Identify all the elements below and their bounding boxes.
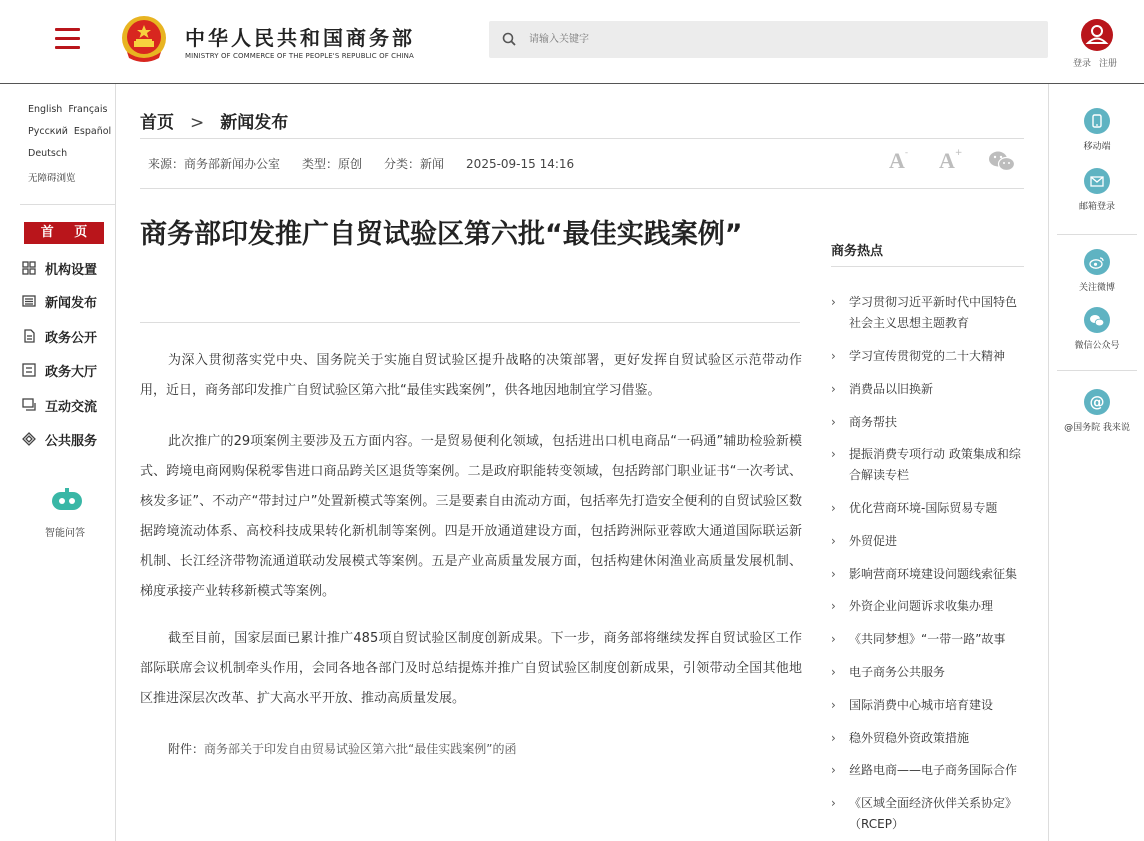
breadcrumb-home[interactable]: 首页 [140, 113, 174, 133]
chat-icon [22, 398, 36, 412]
hot-topic-item[interactable] [831, 596, 1024, 617]
newspaper-icon [22, 294, 36, 308]
divider [140, 138, 1024, 139]
document-icon [22, 329, 36, 343]
nav-item-public-service[interactable] [22, 429, 97, 449]
nav-item-interaction[interactable] [22, 395, 97, 415]
hot-topic-item[interactable] [831, 793, 1024, 835]
hot-topic-label: 《区域全面经济伙伴关系协定》（RCEP） [849, 796, 1018, 831]
chevron-right-icon: › [831, 501, 836, 515]
chevron-right-icon: › [831, 567, 836, 581]
article-paragraph: 为深入贯彻落实党中央、国务院关于实施自贸试验区提升战略的决策部署，更好发挥自贸试验区示范带动作用，近日，商务部印发推广自贸试验区第六批“最佳实践案例”，供各地因地制宜学习借鉴。 [140, 353, 802, 398]
meta-date: 2025-09-15 14:16 [466, 157, 575, 171]
chevron-right-icon: › [831, 698, 836, 712]
article-paragraph: 此次推广的29项案例主要涉及五方面内容。一是贸易便利化领域，包括进出口机电商品“一码通”辅助检验新模式、跨境电商网购保税零售进口商品跨关区退货等案例。二是政府职能转变领域，包括跨部门职业证书“一次考试、核发多证”、不动产“带封过户”处置新模式等案例。三是要素自由流动方面，包括率先打造安全便利的自贸试验区数据跨境流动体系、高校科技成果转化新机制等案例。四是开放通道建设方面，包括跨洲际亚蓉欧大通道国际联运新机制、长江经济带物流通道联动发展模式等案例。五是产业高质量发展方面，包括构建休闲渔业高质量发展机制、梯度承接产业转移新模式等案例。 [140, 434, 802, 599]
hot-topic-label: 优化营商环境-国际贸易专题 [849, 501, 998, 515]
divider [140, 188, 1024, 189]
robot-icon [50, 488, 84, 514]
accessible-browsing-link[interactable]: 无障碍浏览 [28, 173, 76, 184]
divider [1057, 234, 1137, 235]
menu-icon[interactable] [55, 28, 80, 48]
weibo-link[interactable] [1049, 249, 1144, 293]
hot-topic-label: 外资企业问题诉求收集办理 [849, 599, 994, 613]
nav-item-news[interactable] [22, 291, 97, 311]
smart-qa[interactable] [43, 488, 91, 539]
chevron-right-icon: › [831, 796, 836, 810]
right-sidebar [1048, 84, 1144, 841]
wechat-link[interactable] [1049, 307, 1144, 351]
attachment-link[interactable]: 商务部关于印发自由贸易试验区第六批“最佳实践案例”的函 [204, 742, 517, 756]
hot-topic-item[interactable] [831, 728, 1024, 749]
list-icon [22, 363, 36, 377]
breadcrumb [140, 108, 288, 133]
attachment-label: 附件： [168, 742, 205, 756]
chevron-right-icon: › [831, 447, 836, 461]
wechat-share-icon[interactable] [988, 150, 1016, 172]
lang-french[interactable]: Français [68, 104, 108, 115]
lang-german[interactable]: Deutsch [28, 148, 68, 159]
search-bar [489, 21, 1048, 58]
nav-item-label: 政务大厅 [45, 364, 98, 380]
hot-topic-item[interactable] [831, 564, 1024, 585]
hot-topic-item[interactable] [831, 379, 1024, 400]
hot-topic-item[interactable] [831, 412, 1024, 433]
lang-russian[interactable]: Русский [28, 126, 68, 137]
nav-item-label: 公共服务 [45, 433, 98, 449]
login-link[interactable]: 登录 [1073, 59, 1092, 69]
chevron-right-icon: › [831, 295, 836, 309]
chevron-right-icon: › [831, 731, 836, 745]
chevron-right-icon: › [831, 349, 836, 363]
hot-topic-label: 商务帮扶 [849, 415, 898, 429]
mobile-icon [1084, 108, 1110, 134]
breadcrumb-current[interactable]: 新闻发布 [220, 113, 289, 133]
smart-qa-label: 智能问答 [45, 528, 85, 539]
divider [1057, 370, 1137, 371]
nav-home-button[interactable]: 首 页 [24, 222, 104, 244]
lang-spanish[interactable]: Español [73, 126, 112, 137]
divider [140, 322, 800, 323]
nav-item-label: 互动交流 [45, 399, 98, 415]
chevron-right-icon: › [831, 599, 836, 613]
mail-icon [1084, 168, 1110, 194]
hot-topic-item[interactable] [831, 498, 1024, 519]
meta-type: 类型：原创 [302, 157, 363, 171]
hot-topic-item[interactable] [831, 531, 1024, 552]
register-link[interactable]: 注册 [1099, 59, 1118, 69]
hot-topic-label: 学习贯彻习近平新时代中国特色社会主义思想主题教育 [849, 295, 1018, 330]
logo-title-cn[interactable]: 中华人民共和国商务部 [185, 26, 415, 50]
chevron-right-icon: › [831, 534, 836, 548]
font-decrease-icon[interactable]: A- [889, 148, 909, 173]
meta-category: 分类：新闻 [384, 157, 445, 171]
hot-topic-label: 《共同梦想》“一带一路”故事 [849, 632, 1006, 646]
hot-topic-label: 丝路电商——电子商务国际合作 [849, 763, 1018, 777]
at-icon: @ [1084, 389, 1110, 415]
site-header [0, 0, 1144, 84]
chevron-right-icon: › [831, 632, 836, 646]
hot-topic-label: 外贸促进 [849, 534, 898, 548]
hot-topics-title: 商务热点 [831, 244, 884, 259]
hot-topic-item[interactable] [831, 629, 1024, 650]
divider [831, 266, 1024, 267]
user-links [1073, 56, 1125, 69]
chevron-right-icon: › [831, 382, 836, 396]
nav-item-organization[interactable] [22, 258, 97, 278]
article-title: 商务部印发推广自贸试验区第六批“最佳实践案例” [140, 219, 743, 250]
hot-topic-item[interactable] [831, 444, 1024, 486]
language-row [28, 148, 73, 159]
grid-icon [22, 261, 36, 275]
guowuyuan-link[interactable] [1049, 389, 1144, 433]
left-sidebar [0, 84, 116, 841]
weibo-icon [1084, 249, 1110, 275]
nav-item-service-hall[interactable] [22, 360, 97, 380]
hot-topic-label: 国际消费中心城市培育建设 [849, 698, 994, 712]
mobile-link[interactable] [1049, 108, 1144, 152]
search-icon[interactable] [502, 32, 516, 46]
nav-item-label: 新闻发布 [45, 295, 98, 311]
hot-topic-item[interactable] [831, 695, 1024, 716]
article-paragraph: 截至目前，国家层面已累计推广485项自贸试验区制度创新成果。下一步，商务部将继续发挥自贸试验区工作部际联席会议机制牵头作用，会同各地各部门及时总结提炼并推广自贸试验区制度创新成果，引领带动全国其他地区推进深层次改革、扩大高水平开放、推动高质量发展。 [140, 631, 802, 706]
hot-topic-item[interactable] [831, 346, 1024, 367]
nav-item-gov-affairs[interactable] [22, 326, 97, 346]
wechat-icon [1084, 307, 1110, 333]
attachment [168, 740, 516, 757]
divider [20, 204, 116, 205]
nav-item-label: 机构设置 [45, 262, 98, 278]
lang-english[interactable]: English [28, 104, 63, 115]
logo-title-en[interactable]: MINISTRY OF COMMERCE OF THE PEOPLE'S REPUBLIC OF CHINA [185, 52, 414, 60]
meta-source: 来源：商务部新闻办公室 [148, 157, 281, 171]
hot-topic-item[interactable] [831, 760, 1024, 781]
hot-topic-label: 提振消费专项行动 政策集成和综合解读专栏 [849, 447, 1021, 482]
guowuyuan-label: @国务院 我来说 [1064, 423, 1130, 433]
font-increase-icon[interactable]: A+ [939, 148, 963, 173]
user-avatar-icon[interactable] [1081, 19, 1113, 51]
chevron-right-icon: > [190, 113, 205, 133]
mobile-label: 移动端 [1083, 142, 1111, 152]
hot-topic-label: 消费品以旧换新 [849, 382, 934, 396]
hot-topic-label: 影响营商环境建设问题线索征集 [849, 567, 1018, 581]
diamond-icon [22, 432, 36, 446]
language-row [28, 104, 113, 115]
hot-topic-item[interactable] [831, 292, 1024, 334]
chevron-right-icon: › [831, 665, 836, 679]
hot-topic-label: 稳外贸稳外资政策措施 [849, 731, 970, 745]
email-login-label: 邮箱登录 [1078, 202, 1115, 212]
article-meta [148, 155, 596, 172]
search-input[interactable] [527, 21, 1027, 58]
national-emblem-icon[interactable] [119, 14, 169, 66]
chevron-right-icon: › [831, 415, 836, 429]
hot-topic-label: 学习宣传贯彻党的二十大精神 [849, 349, 1006, 363]
hot-topic-item[interactable] [831, 662, 1024, 683]
hot-topic-label: 电子商务公共服务 [849, 665, 946, 679]
wechat-label: 微信公众号 [1074, 341, 1120, 351]
language-row [28, 126, 117, 137]
nav-item-label: 政务公开 [45, 330, 98, 346]
weibo-label: 关注微博 [1078, 283, 1115, 293]
email-login-link[interactable] [1049, 168, 1144, 212]
chevron-right-icon: › [831, 763, 836, 777]
